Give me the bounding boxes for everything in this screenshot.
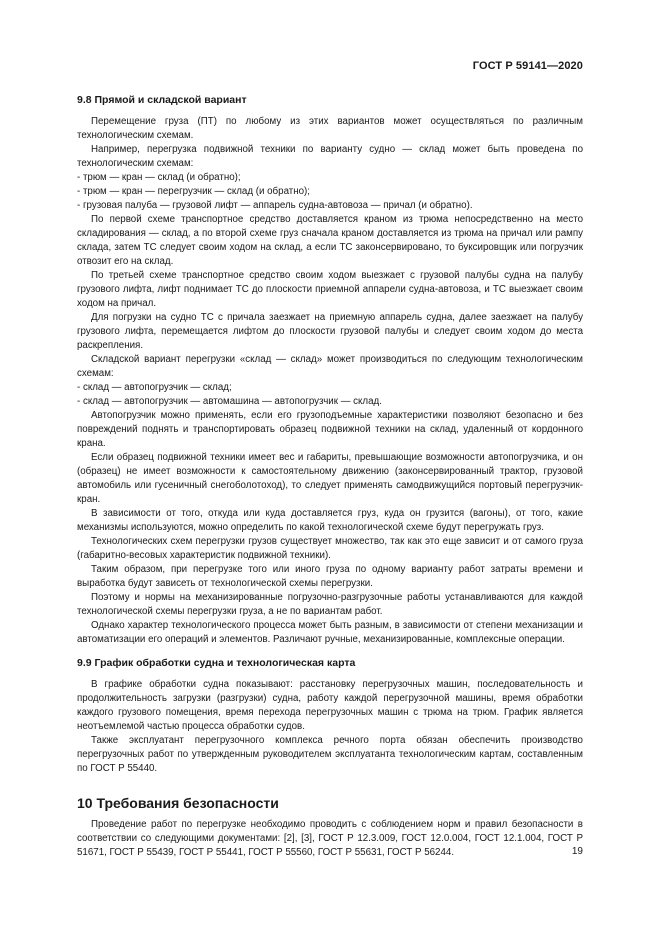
page-number: 19 [571,846,583,857]
standard-code: ГОСТ Р 59141—2020 [472,60,583,72]
paragraph: Однако характер технологического процесса может быть разным, в зависимости от степени механизации и автоматизации его операций и элементов. Различают ручные, механизированные, комплексные операции. [77,620,583,645]
paragraph: Если образец подвижной техники имеет вес и габариты, превышающие возможности автопогрузчика, и он (образец) не имеет возможности к самостоятельному движению (законсервированный трактор, грузовой автомобиль или гусеничный снегоболотоход), то следует применять самодвижущийся портовый перегрузчик-кран. [77,452,583,505]
paragraph: В зависимости от того, откуда или куда доставляется груз, куда он грузится (вагоны), от того, какие механизмы используются, можно определить по какой технологической схеме будут перегружать груз. [77,508,583,533]
paragraph: Также эксплуатант перегрузочного комплекса речного порта обязан обеспечить производство перегрузочных работ по утвержденным руководителем эксплуатанта технологическим картам, составленным по ГОСТ Р 55440. [77,735,583,774]
paragraph: Для погрузки на судно ТС с причала заезжает на приемную аппарель судна, далее заезжает на палубу грузового лифта, перемещается лифтом до плоскости грузовой палубы и следует своим ходом до места раскрепления. [77,312,583,351]
paragraph: Поэтому и нормы на механизированные погрузочно-разгрузочные работы устанавливаются для каждой технологической схемы перегрузки груза, а не по вариантам работ. [77,592,583,617]
paragraph: Например, перегрузка подвижной техники по варианту судно — склад может быть проведена по технологическим схемам: [77,144,583,169]
list-item: - склад — автопогрузчик — склад; [77,382,232,393]
list-item: - склад — автопогрузчик — автомашина — автопогрузчик — склад. [77,396,382,407]
paragraph: Технологических схем перегрузки грузов существует множество, так как это еще зависит и от самого груза (габаритно-весовых характеристик подвижной техники). [77,536,583,561]
section-9-8 [77,93,583,647]
paragraph: В графике обработки судна показывают: расстановку перегрузочных машин, последовательность и продолжительность загрузки (разгрузки) судна, работу каждой перегрузочной машины, время обработки каждого грузового помещения, время перехода перегрузочных машин с трюма на трюм. График является неотъемлемой частью процесса обработки судов. [77,679,583,732]
section-10-title: 10 Требования безопасности [77,795,279,811]
paragraph: По первой схеме транспортное средство доставляется краном из трюма непосредственно на место складирования — склад, а по второй схеме груз сначала краном доставляется из трюма на причал или рампу склада, затем ТС следует своим ходом на склад, а если ТС законсервировано, то буксировщик или погрузчик отвозит его на склад. [77,214,583,267]
section-10 [77,796,583,860]
list-item: - грузовая палуба — грузовой лифт — аппарель судна-автовоза — причал (и обратно). [77,200,473,211]
section-9-8-title: 9.8 Прямой и складской вариант [77,94,247,106]
paragraph: Таким образом, при перегрузке того или иного груза по одному варианту работ затраты времени и выработка будут зависеть от технологической схемы перегрузки. [77,564,583,589]
paragraph: Автопогрузчик можно применять, если его грузоподъемные характеристики позволяют безопасно и без повреждений поднять и транспортировать образец подвижной техники на склад, удаленный от кордонного крана. [77,410,583,449]
paragraph: Перемещение груза (ПТ) по любому из этих вариантов может осуществляться по различным технологическим схемам. [77,116,583,141]
list-item: - трюм — кран — перегрузчик — склад (и обратно); [77,186,311,197]
page-content [77,93,583,869]
list-item: - трюм — кран — склад (и обратно); [77,172,241,183]
paragraph: Складской вариант перегрузки «склад — склад» может производиться по следующим технологическим схемам: [77,354,583,379]
section-9-9-title: 9.9 График обработки судна и технологическая карта [77,657,356,669]
section-9-9 [77,656,583,776]
paragraph: По третьей схеме транспортное средство своим ходом выезжает с грузовой палубы судна на палубу грузового лифта, лифт поднимает ТС до плоскости приемной аппарели судна-автовоза, и ТС выезжает своим ходом на причал. [77,270,583,309]
paragraph: Проведение работ по перегрузке необходимо проводить с соблюдением норм и правил безопасности в соответствии со следующими документами: [2], [3], ГОСТ Р 12.3.009, ГОСТ 12.0.004, ГОСТ 12.1.004, ГОСТ Р 51671, ГОСТ Р 55439, ГОСТ Р 55441, ГОСТ Р 55560, ГОСТ Р 55631, ГОСТ Р 56244. [77,819,583,858]
